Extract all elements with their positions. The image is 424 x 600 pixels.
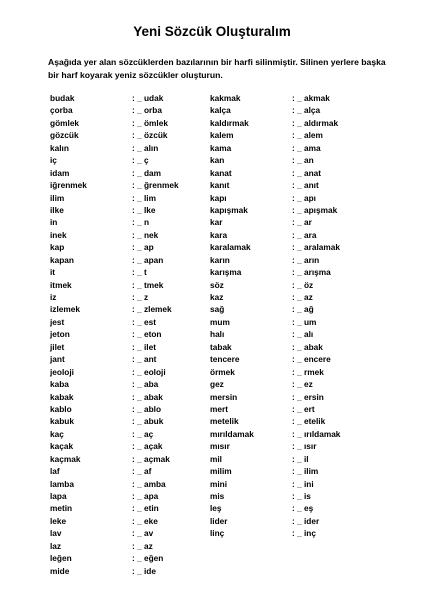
blank-word: : _ apışmak: [292, 204, 338, 215]
blank-word: : _ alı: [292, 329, 314, 340]
blank-word: : _ orba: [132, 105, 162, 116]
blank-word: : _ ant: [132, 354, 157, 365]
blank-word: : _ af: [132, 466, 152, 477]
source-word: mert: [210, 403, 228, 414]
source-word: kap: [50, 242, 65, 253]
source-word: mırıldamak: [210, 428, 254, 439]
source-word: metin: [50, 503, 73, 514]
blank-word: : _ il: [292, 453, 309, 464]
blank-word: : _ rmek: [292, 366, 324, 377]
source-word: lav: [50, 528, 62, 539]
blank-word: : _ ömlek: [132, 117, 168, 128]
blank-word: : _ ini: [292, 478, 314, 489]
source-word: mide: [50, 565, 70, 576]
blank-word: : _ est: [132, 316, 156, 327]
blank-word: : _ z: [132, 292, 149, 302]
source-word: laf: [50, 466, 60, 477]
source-word: mersin: [210, 391, 238, 402]
blank-word: : _ eğen: [132, 553, 164, 564]
source-word: jest: [50, 316, 65, 327]
source-word: milim: [210, 466, 232, 477]
source-word: kabak: [50, 391, 74, 402]
blank-word: : _ aç: [132, 428, 154, 439]
blank-word: : _ ğrenmek: [132, 180, 179, 191]
source-word: jeoloji: [50, 366, 74, 377]
blank-word: : _ aldırmak: [292, 117, 339, 128]
blank-word: : _ akmak: [292, 93, 330, 103]
blank-word: : _ öz: [292, 279, 314, 290]
blank-word: : _ etelik: [292, 416, 326, 427]
source-word: karalamak: [210, 242, 251, 253]
source-word: kanıt: [210, 180, 230, 191]
source-word: kapışmak: [210, 204, 248, 215]
blank-word: : _ aba: [132, 379, 159, 390]
blank-word: : _ ar: [292, 217, 312, 228]
blank-word: : _ etin: [132, 503, 159, 514]
source-word: kapı: [210, 192, 227, 203]
source-word: it: [50, 267, 56, 278]
source-word: kar: [210, 217, 223, 228]
source-word: kabuk: [50, 416, 74, 427]
blank-word: : _ arışma: [292, 267, 331, 278]
blank-word: : _ ara: [292, 229, 317, 240]
blank-word: : _ inç: [292, 528, 316, 539]
source-word: karışma: [210, 267, 242, 278]
blank-word: : _ ez: [292, 379, 313, 390]
blank-word: : _ zlemek: [132, 304, 172, 315]
source-word: kanat: [210, 167, 232, 178]
source-word: mini: [210, 478, 228, 489]
source-word: kalın: [50, 142, 69, 153]
blank-word: : _ açak: [132, 441, 163, 452]
source-word: jilet: [50, 341, 65, 352]
source-word: leke: [50, 515, 67, 526]
source-word: mum: [210, 316, 230, 327]
source-word: kama: [210, 142, 232, 153]
source-word: karın: [210, 254, 230, 265]
blank-word: : _ dam: [132, 167, 162, 178]
source-word: kaz: [210, 292, 224, 302]
source-word: kakmak: [210, 93, 241, 103]
source-word: iç: [50, 155, 57, 166]
blank-word: : _ arın: [292, 254, 320, 265]
blank-word: : _ apa: [132, 491, 159, 501]
source-word: jeton: [50, 329, 70, 340]
blank-word: : _ ide: [132, 565, 156, 576]
source-word: gözcük: [50, 130, 79, 141]
source-word: itmek: [50, 279, 72, 290]
source-word: linç: [210, 528, 225, 539]
source-word: izlemek: [50, 304, 80, 315]
blank-word: : _ ersin: [292, 391, 324, 402]
blank-word: : _ alem: [292, 130, 323, 141]
blank-word: : _ um: [292, 316, 317, 327]
source-word: ilim: [50, 192, 65, 203]
source-word: in: [50, 217, 58, 228]
source-word: mısır: [210, 441, 230, 452]
source-word: budak: [50, 93, 75, 103]
source-word: çorba: [50, 105, 73, 116]
blank-word: : _ n: [132, 217, 150, 228]
source-word: gez: [210, 379, 224, 390]
blank-word: : _ eke: [132, 515, 158, 526]
source-word: gömlek: [50, 117, 80, 128]
source-word: kan: [210, 155, 225, 166]
source-word: lamba: [50, 478, 74, 489]
blank-word: : _ lim: [132, 192, 156, 203]
blank-word: : _ alça: [292, 105, 321, 116]
source-word: kaba: [50, 379, 69, 390]
source-word: leğen: [50, 553, 72, 564]
blank-word: : _ eş: [292, 503, 314, 514]
blank-word: : _ ap: [132, 242, 154, 253]
blank-word: : _ an: [292, 155, 314, 166]
source-word: kara: [210, 229, 228, 240]
blank-word: : _ ider: [292, 515, 320, 526]
blank-word: : _ lke: [132, 204, 156, 215]
source-word: mil: [210, 453, 222, 464]
source-word: iğrenmek: [50, 180, 87, 191]
source-word: lider: [210, 515, 228, 526]
blank-word: : _ abak: [132, 391, 163, 402]
source-word: idam: [50, 167, 70, 178]
source-word: kaçmak: [50, 453, 81, 464]
blank-word: : _ anat: [292, 167, 322, 178]
blank-word: : _ ağ: [292, 304, 314, 315]
blank-word: : _ ert: [292, 403, 315, 414]
blank-word: : _ anıt: [292, 180, 319, 191]
blank-word: : _ eton: [132, 329, 162, 340]
blank-word: : _ ablo: [132, 403, 162, 414]
blank-word: : _ av: [132, 528, 154, 539]
source-word: inek: [50, 229, 67, 240]
blank-word: : _ ırıldamak: [292, 428, 341, 439]
source-word: tencere: [210, 354, 240, 365]
blank-word: : _ apı: [292, 192, 316, 203]
blank-word: : _ ısır: [292, 441, 317, 452]
source-word: söz: [210, 279, 224, 290]
blank-word: : _ abak: [292, 341, 323, 352]
source-word: kalem: [210, 130, 234, 141]
source-word: lapa: [50, 491, 67, 501]
blank-word: : _ ç: [132, 155, 149, 166]
instructions-text: Aşağıda yer alan sözcüklerden bazılarının bir harfi silinmiştir. Silinen yerlere başka bir harf koyarak yeniz sözcükler oluşturun.: [48, 57, 386, 80]
source-word: halı: [210, 329, 225, 340]
blank-word: : _ az: [292, 292, 313, 302]
source-word: iz: [50, 292, 57, 302]
source-word: ilke: [50, 204, 64, 215]
source-word: kapan: [50, 254, 74, 265]
source-word: kalça: [210, 105, 231, 116]
page-title: Yeni Sözcük Oluşturalım: [133, 24, 291, 39]
blank-word: : _ ilet: [132, 341, 156, 352]
source-word: kaldırmak: [210, 117, 249, 128]
source-word: laz: [50, 540, 62, 551]
source-word: mis: [210, 491, 225, 501]
source-word: kaçak: [50, 441, 74, 452]
blank-word: : _ t: [132, 267, 147, 278]
source-word: örmek: [210, 366, 235, 377]
blank-word: : _ az: [132, 540, 153, 551]
blank-word: : _ alın: [132, 142, 159, 153]
blank-word: : _ aralamak: [292, 242, 340, 253]
source-word: tabak: [210, 341, 232, 352]
blank-word: : _ abuk: [132, 416, 164, 427]
blank-word: : _ eoloji: [132, 366, 166, 377]
blank-word: : _ açmak: [132, 453, 170, 464]
blank-word: : _ tmek: [132, 279, 164, 290]
blank-word: : _ ilim: [292, 466, 319, 477]
blank-word: : _ encere: [292, 354, 331, 365]
source-word: sağ: [210, 304, 225, 315]
source-word: kaç: [50, 428, 64, 439]
blank-word: : _ apan: [132, 254, 164, 265]
blank-word: : _ is: [292, 491, 311, 501]
source-word: jant: [50, 354, 65, 365]
source-word: leş: [210, 503, 222, 514]
blank-word: : _ udak: [132, 93, 164, 103]
blank-word: : _ amba: [132, 478, 166, 489]
blank-word: : _ nek: [132, 229, 159, 240]
source-word: kablo: [50, 403, 72, 414]
blank-word: : _ özcük: [132, 130, 168, 141]
blank-word: : _ ama: [292, 142, 321, 153]
source-word: metelik: [210, 416, 239, 427]
